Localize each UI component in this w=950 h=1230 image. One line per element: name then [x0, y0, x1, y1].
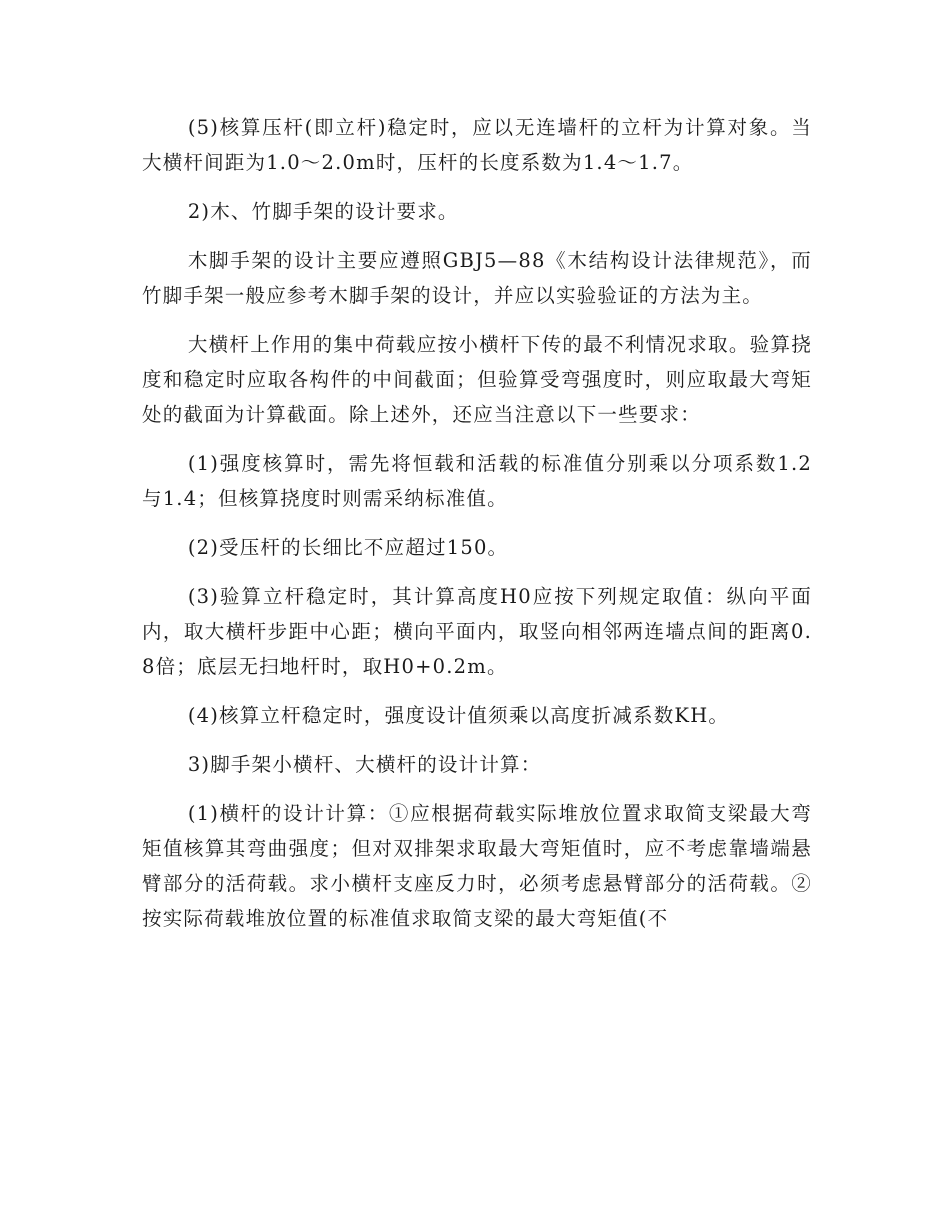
heading-wood-bamboo-requirements: 2)木、竹脚手架的设计要求。 — [187, 200, 459, 223]
paragraph-requirement-3: (3)验算立杆稳定时，其计算高度H0应按下列规定取值：纵向平面内，取大横杆步距中心距；横向平面内，取竖向相邻两连墙点间的距离0.8倍；底层无扫地杆时，取H0+0.2m。 — [142, 585, 812, 678]
heading-crossbar-design: 3)脚手架小横杆、大横杆的设计计算： — [187, 753, 542, 776]
paragraph-requirement-4: (4)核算立杆稳定时，强度设计值须乘以高度折减系数KH。 — [187, 704, 730, 727]
paragraph-concentrated-load: 大横杆上作用的集中荷载应按小横杆下传的最不利情况求取。验算挠度和稳定时应取各构件的中间截面；但验算受弯强度时，则应取最大弯矩处的截面为计算截面。除上述外，还应当注意以下一些要求： — [142, 333, 812, 426]
paragraph-wood-scaffold-code: 木脚手架的设计主要应遵照GBJ5—88《木结构设计法律规范》，而竹脚手架一般应参考木脚手架的设计，并应以实验验证的方法为主。 — [142, 249, 812, 307]
paragraph-pole-stability-check: (5)核算压杆(即立杆)稳定时，应以无连墙杆的立杆为计算对象。当大横杆间距为1.0～2.0m时，压杆的长度系数为1.4～1.7。 — [142, 116, 812, 174]
paragraph-requirement-2: (2)受压杆的长细比不应超过150。 — [187, 536, 509, 559]
paragraph-requirement-1: (1)强度核算时，需先将恒载和活载的标准值分别乘以分项系数1.2与1.4；但核算挠度时则需采纳标准值。 — [142, 452, 812, 510]
document-page — [142, 110, 812, 950]
paragraph-crossbar-calc: (1)横杆的设计计算：①应根据荷载实际堆放位置求取简支梁最大弯矩值核算其弯曲强度；但对双排架求取最大弯矩值时，应不考虑靠墙端悬臂部分的活荷载。求小横杆支座反力时，必须考虑悬臂部分的活荷载。②按实际荷载堆放位置的标准值求取简支梁的最大弯矩值(不 — [142, 802, 812, 930]
